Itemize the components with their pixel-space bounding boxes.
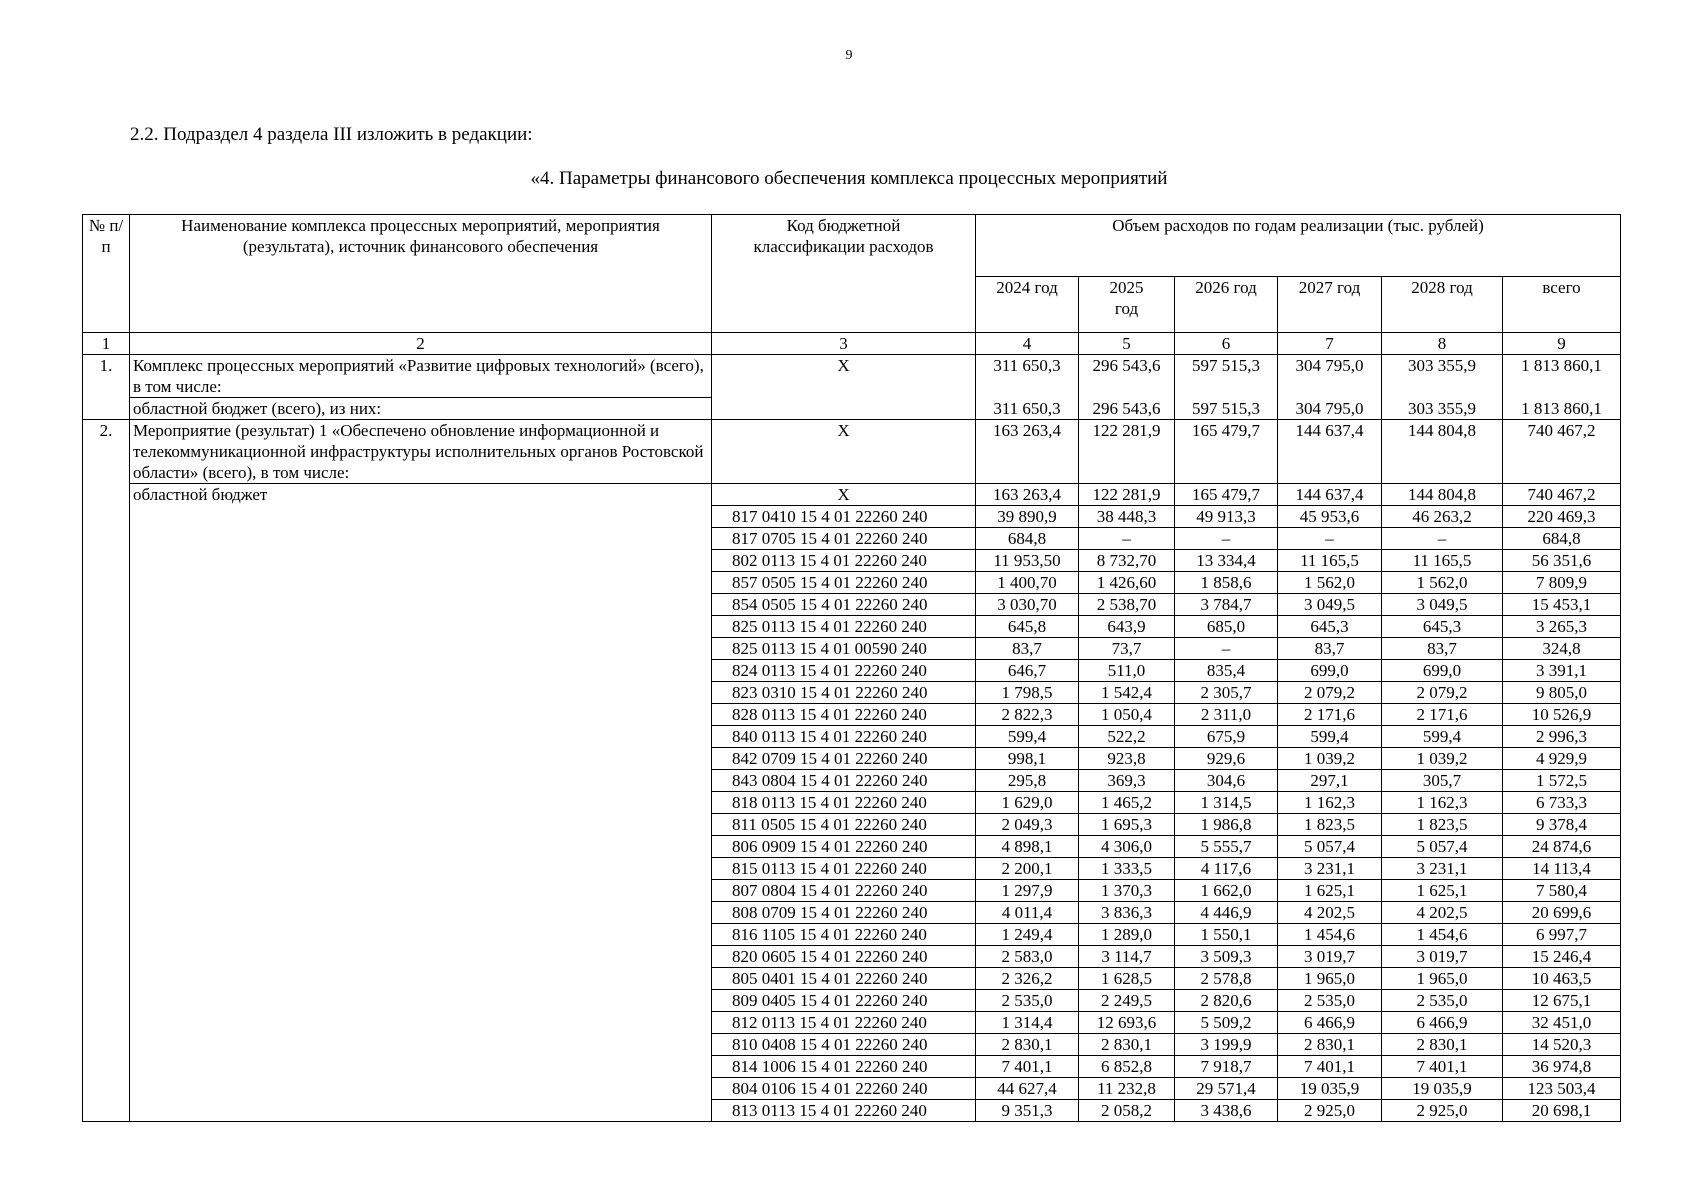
item-1-sub-value: 304 795,0 bbox=[1278, 398, 1382, 420]
budget-code-value: 1 986,8 bbox=[1175, 814, 1278, 836]
item-2-value: 144 804,8 bbox=[1382, 420, 1503, 484]
budget-code-value: 646,7 bbox=[976, 660, 1079, 682]
budget-code-value: 699,0 bbox=[1382, 660, 1503, 682]
budget-code-value: – bbox=[1382, 528, 1503, 550]
financing-table bbox=[82, 214, 1621, 1122]
budget-code-value: 522,2 bbox=[1079, 726, 1175, 748]
budget-code: 840 0113 15 4 01 22260 240 bbox=[712, 726, 976, 748]
page-number: 9 bbox=[845, 48, 853, 63]
budget-code-value: 10 526,9 bbox=[1503, 704, 1621, 726]
header-year-2025: 2025 год bbox=[1079, 277, 1175, 333]
budget-code-value: – bbox=[1175, 528, 1278, 550]
budget-code-value: 1 314,5 bbox=[1175, 792, 1278, 814]
budget-code-value: 4 929,9 bbox=[1503, 748, 1621, 770]
budget-code-value: 9 805,0 bbox=[1503, 682, 1621, 704]
budget-code-value: 1 695,3 bbox=[1079, 814, 1175, 836]
budget-code-value: 3 265,3 bbox=[1503, 616, 1621, 638]
budget-code-value: 7 809,9 bbox=[1503, 572, 1621, 594]
budget-code: 857 0505 15 4 01 22260 240 bbox=[712, 572, 976, 594]
budget-code: 820 0605 15 4 01 22260 240 bbox=[712, 946, 976, 968]
budget-code-value: 305,7 bbox=[1382, 770, 1503, 792]
item-1-value: 296 543,6 bbox=[1079, 355, 1175, 398]
budget-code-value: 2 830,1 bbox=[1079, 1034, 1175, 1056]
budget-code-value: 1 562,0 bbox=[1382, 572, 1503, 594]
budget-code-value: 83,7 bbox=[1382, 638, 1503, 660]
budget-code-value: 1 333,5 bbox=[1079, 858, 1175, 880]
budget-code-value: 73,7 bbox=[1079, 638, 1175, 660]
budget-code-value: 14 113,4 bbox=[1503, 858, 1621, 880]
budget-code-value: 7 401,1 bbox=[1382, 1056, 1503, 1078]
budget-code-value: 5 057,4 bbox=[1382, 836, 1503, 858]
budget-code-value: 20 699,6 bbox=[1503, 902, 1621, 924]
item-2-value: 740 467,2 bbox=[1503, 420, 1621, 484]
budget-code-value: 1 965,0 bbox=[1278, 968, 1382, 990]
item-2-code: X bbox=[712, 420, 976, 484]
budget-code-value: 1 662,0 bbox=[1175, 880, 1278, 902]
budget-code-value: 11 165,5 bbox=[1382, 550, 1503, 572]
budget-code-value: 2 049,3 bbox=[976, 814, 1079, 836]
budget-code-value: 324,8 bbox=[1503, 638, 1621, 660]
budget-code: 802 0113 15 4 01 22260 240 bbox=[712, 550, 976, 572]
budget-code-value: 3 836,3 bbox=[1079, 902, 1175, 924]
budget-code-value: 1 625,1 bbox=[1382, 880, 1503, 902]
budget-code: 804 0106 15 4 01 22260 240 bbox=[712, 1078, 976, 1100]
col-number: 5 bbox=[1079, 333, 1175, 355]
budget-code-value: 645,3 bbox=[1278, 616, 1382, 638]
item-1-sub-value: 296 543,6 bbox=[1079, 398, 1175, 420]
item-2-sub-value: 144 637,4 bbox=[1278, 484, 1382, 506]
budget-code-value: 1 039,2 bbox=[1278, 748, 1382, 770]
budget-code-value: 2 538,70 bbox=[1079, 594, 1175, 616]
budget-code-value: 5 509,2 bbox=[1175, 1012, 1278, 1034]
budget-code-value: 1 039,2 bbox=[1382, 748, 1503, 770]
budget-code-value: – bbox=[1079, 528, 1175, 550]
budget-code-value: 3 049,5 bbox=[1382, 594, 1503, 616]
budget-code: 843 0804 15 4 01 22260 240 bbox=[712, 770, 976, 792]
budget-code-value: 1 454,6 bbox=[1382, 924, 1503, 946]
budget-code-value: 4 202,5 bbox=[1382, 902, 1503, 924]
budget-code-value: 645,3 bbox=[1382, 616, 1503, 638]
budget-code-value: 45 953,6 bbox=[1278, 506, 1382, 528]
budget-code-value: 24 874,6 bbox=[1503, 836, 1621, 858]
budget-code-value: 2 822,3 bbox=[976, 704, 1079, 726]
item-2-sub-name: областной бюджет bbox=[130, 484, 712, 1122]
budget-code: 825 0113 15 4 01 22260 240 bbox=[712, 616, 976, 638]
budget-code-value: 2 830,1 bbox=[1382, 1034, 1503, 1056]
col-number: 1 bbox=[83, 333, 130, 355]
item-1-sub-value: 1 813 860,1 bbox=[1503, 398, 1621, 420]
budget-code: 808 0709 15 4 01 22260 240 bbox=[712, 902, 976, 924]
budget-code-value: 2 578,8 bbox=[1175, 968, 1278, 990]
budget-code: 854 0505 15 4 01 22260 240 bbox=[712, 594, 976, 616]
budget-code-value: 685,0 bbox=[1175, 616, 1278, 638]
item-1-value: 304 795,0 bbox=[1278, 355, 1382, 398]
budget-code-value: 1 289,0 bbox=[1079, 924, 1175, 946]
budget-code-value: 123 503,4 bbox=[1503, 1078, 1621, 1100]
budget-code-value: 998,1 bbox=[976, 748, 1079, 770]
budget-code-value: 3 438,6 bbox=[1175, 1100, 1278, 1122]
item-1-code: X bbox=[712, 355, 976, 420]
budget-code-value: 2 535,0 bbox=[976, 990, 1079, 1012]
budget-code: 813 0113 15 4 01 22260 240 bbox=[712, 1100, 976, 1122]
budget-code-value: 44 627,4 bbox=[976, 1078, 1079, 1100]
budget-code-value: 2 830,1 bbox=[976, 1034, 1079, 1056]
col-number: 9 bbox=[1503, 333, 1621, 355]
item-2-sub-value: 740 467,2 bbox=[1503, 484, 1621, 506]
budget-code-value: 511,0 bbox=[1079, 660, 1175, 682]
budget-code-value: 6 997,7 bbox=[1503, 924, 1621, 946]
item-2-sub-value: 122 281,9 bbox=[1079, 484, 1175, 506]
budget-code-value: 3 231,1 bbox=[1278, 858, 1382, 880]
budget-code-value: 36 974,8 bbox=[1503, 1056, 1621, 1078]
budget-code-value: 599,4 bbox=[1278, 726, 1382, 748]
budget-code-value: 1 400,70 bbox=[976, 572, 1079, 594]
budget-code-value: 2 171,6 bbox=[1278, 704, 1382, 726]
budget-code-value: 4 306,0 bbox=[1079, 836, 1175, 858]
budget-code-value: 1 965,0 bbox=[1382, 968, 1503, 990]
budget-code-value: 1 162,3 bbox=[1278, 792, 1382, 814]
budget-code: 842 0709 15 4 01 22260 240 bbox=[712, 748, 976, 770]
budget-code-value: 304,6 bbox=[1175, 770, 1278, 792]
item-1-sub-value: 311 650,3 bbox=[976, 398, 1079, 420]
budget-code-value: 3 391,1 bbox=[1503, 660, 1621, 682]
item-2-value: 165 479,7 bbox=[1175, 420, 1278, 484]
budget-code-value: 3 019,7 bbox=[1382, 946, 1503, 968]
budget-code-value: 1 823,5 bbox=[1278, 814, 1382, 836]
budget-code: 814 1006 15 4 01 22260 240 bbox=[712, 1056, 976, 1078]
budget-code-value: 6 466,9 bbox=[1278, 1012, 1382, 1034]
budget-code-value: 7 401,1 bbox=[976, 1056, 1079, 1078]
item-1-sub-name: областной бюджет (всего), из них: bbox=[130, 398, 712, 420]
budget-code-value: 699,0 bbox=[1278, 660, 1382, 682]
budget-code-value: 599,4 bbox=[1382, 726, 1503, 748]
budget-code-value: 15 246,4 bbox=[1503, 946, 1621, 968]
budget-code-value: 32 451,0 bbox=[1503, 1012, 1621, 1034]
col-number: 8 bbox=[1382, 333, 1503, 355]
item-1-row bbox=[83, 355, 1621, 398]
budget-code-value: 14 520,3 bbox=[1503, 1034, 1621, 1056]
budget-code-value: 1 426,60 bbox=[1079, 572, 1175, 594]
budget-code-value: 49 913,3 bbox=[1175, 506, 1278, 528]
table-title: «4. Параметры финансового обеспечения комплекса процессных мероприятий bbox=[530, 168, 1168, 189]
budget-code-value: 13 334,4 bbox=[1175, 550, 1278, 572]
budget-code-value: 2 311,0 bbox=[1175, 704, 1278, 726]
budget-code-value: 2 200,1 bbox=[976, 858, 1079, 880]
budget-code-value: 684,8 bbox=[976, 528, 1079, 550]
budget-code-value: 19 035,9 bbox=[1382, 1078, 1503, 1100]
budget-code-value: 295,8 bbox=[976, 770, 1079, 792]
budget-code-value: 5 057,4 bbox=[1278, 836, 1382, 858]
budget-code-value: 1 550,1 bbox=[1175, 924, 1278, 946]
budget-code: 811 0505 15 4 01 22260 240 bbox=[712, 814, 976, 836]
budget-code-value: 1 625,1 bbox=[1278, 880, 1382, 902]
budget-code-value: 1 465,2 bbox=[1079, 792, 1175, 814]
budget-code-value: – bbox=[1175, 638, 1278, 660]
item-2-sub-code: X bbox=[712, 484, 976, 506]
col-number: 2 bbox=[130, 333, 712, 355]
item-1-value: 311 650,3 bbox=[976, 355, 1079, 398]
header-code: Код бюджетной классификации расходов bbox=[712, 215, 976, 333]
budget-code: 810 0408 15 4 01 22260 240 bbox=[712, 1034, 976, 1056]
budget-code-value: 46 263,2 bbox=[1382, 506, 1503, 528]
budget-code-value: 4 011,4 bbox=[976, 902, 1079, 924]
budget-code-value: 3 114,7 bbox=[1079, 946, 1175, 968]
budget-code-value: 6 733,3 bbox=[1503, 792, 1621, 814]
budget-code-value: 2 079,2 bbox=[1382, 682, 1503, 704]
budget-code-value: 2 079,2 bbox=[1278, 682, 1382, 704]
budget-code-value: 2 171,6 bbox=[1382, 704, 1503, 726]
item-1-value: 303 355,9 bbox=[1382, 355, 1503, 398]
item-1-name: Комплекс процессных мероприятий «Развитие цифровых технологий» (всего), в том числе: bbox=[130, 355, 712, 398]
item-2-sub-row bbox=[83, 484, 1621, 506]
budget-code-value: 12 693,6 bbox=[1079, 1012, 1175, 1034]
budget-code-value: 6 852,8 bbox=[1079, 1056, 1175, 1078]
budget-code-value: 83,7 bbox=[976, 638, 1079, 660]
header-year-2028: 2028 год bbox=[1382, 277, 1503, 333]
col-number: 4 bbox=[976, 333, 1079, 355]
budget-code-value: 4 117,6 bbox=[1175, 858, 1278, 880]
budget-code-value: 599,4 bbox=[976, 726, 1079, 748]
budget-code-value: 19 035,9 bbox=[1278, 1078, 1382, 1100]
budget-code-value: 4 202,5 bbox=[1278, 902, 1382, 924]
budget-code-value: 10 463,5 bbox=[1503, 968, 1621, 990]
header-name: Наименование комплекса процессных мероприятий, мероприятия (результата), источник финансового обеспечения bbox=[130, 215, 712, 333]
budget-code-value: 9 378,4 bbox=[1503, 814, 1621, 836]
item-1-num: 1. bbox=[83, 355, 130, 420]
budget-code: 809 0405 15 4 01 22260 240 bbox=[712, 990, 976, 1012]
budget-code-value: 2 058,2 bbox=[1079, 1100, 1175, 1122]
header-year-2027: 2027 год bbox=[1278, 277, 1382, 333]
budget-code: 818 0113 15 4 01 22260 240 bbox=[712, 792, 976, 814]
item-2-value: 163 263,4 bbox=[976, 420, 1079, 484]
header-year-2026: 2026 год bbox=[1175, 277, 1278, 333]
budget-code-value: 929,6 bbox=[1175, 748, 1278, 770]
item-2-value: 144 637,4 bbox=[1278, 420, 1382, 484]
intro-text: 2.2. Подраздел 4 раздела III изложить в редакции: bbox=[130, 124, 533, 145]
budget-code-value: 3 231,1 bbox=[1382, 858, 1503, 880]
item-1-sub-value: 597 515,3 bbox=[1175, 398, 1278, 420]
budget-code-value: – bbox=[1278, 528, 1382, 550]
header-total: всего bbox=[1503, 277, 1621, 333]
budget-code-value: 8 732,70 bbox=[1079, 550, 1175, 572]
budget-code-value: 1 454,6 bbox=[1278, 924, 1382, 946]
item-2-sub-value: 163 263,4 bbox=[976, 484, 1079, 506]
budget-code-value: 15 453,1 bbox=[1503, 594, 1621, 616]
budget-code-value: 2 535,0 bbox=[1382, 990, 1503, 1012]
budget-code-value: 12 675,1 bbox=[1503, 990, 1621, 1012]
budget-code-value: 675,9 bbox=[1175, 726, 1278, 748]
budget-code-value: 645,8 bbox=[976, 616, 1079, 638]
budget-code-value: 39 890,9 bbox=[976, 506, 1079, 528]
budget-code-value: 2 820,6 bbox=[1175, 990, 1278, 1012]
budget-code-value: 923,8 bbox=[1079, 748, 1175, 770]
budget-code-value: 56 351,6 bbox=[1503, 550, 1621, 572]
column-numbers-row bbox=[83, 333, 1621, 355]
budget-code-value: 7 580,4 bbox=[1503, 880, 1621, 902]
budget-code-value: 2 996,3 bbox=[1503, 726, 1621, 748]
budget-code-value: 684,8 bbox=[1503, 528, 1621, 550]
budget-code-value: 38 448,3 bbox=[1079, 506, 1175, 528]
budget-code: 824 0113 15 4 01 22260 240 bbox=[712, 660, 976, 682]
budget-code-value: 6 466,9 bbox=[1382, 1012, 1503, 1034]
budget-code-value: 20 698,1 bbox=[1503, 1100, 1621, 1122]
item-2-num: 2. bbox=[83, 420, 130, 1122]
budget-code-value: 1 572,5 bbox=[1503, 770, 1621, 792]
budget-code-value: 1 314,4 bbox=[976, 1012, 1079, 1034]
item-2-name: Мероприятие (результат) 1 «Обеспечено обновление информационной и телекоммуникационной инфраструктуры исполнительных органов Ростовской области» (всего), в том числе: bbox=[130, 420, 712, 484]
budget-code-value: 1 858,6 bbox=[1175, 572, 1278, 594]
col-number: 6 bbox=[1175, 333, 1278, 355]
budget-code-value: 11 165,5 bbox=[1278, 550, 1382, 572]
budget-code-value: 7 401,1 bbox=[1278, 1056, 1382, 1078]
budget-code: 815 0113 15 4 01 22260 240 bbox=[712, 858, 976, 880]
budget-code-value: 2 830,1 bbox=[1278, 1034, 1382, 1056]
budget-code-value: 2 925,0 bbox=[1278, 1100, 1382, 1122]
budget-code-value: 297,1 bbox=[1278, 770, 1382, 792]
budget-code-value: 643,9 bbox=[1079, 616, 1175, 638]
header-num: № п/п bbox=[83, 215, 130, 333]
budget-code: 823 0310 15 4 01 22260 240 bbox=[712, 682, 976, 704]
budget-code-value: 3 784,7 bbox=[1175, 594, 1278, 616]
budget-code-value: 1 798,5 bbox=[976, 682, 1079, 704]
header-volume: Объем расходов по годам реализации (тыс. рублей) bbox=[976, 215, 1621, 277]
budget-code-value: 1 562,0 bbox=[1278, 572, 1382, 594]
budget-code-value: 2 305,7 bbox=[1175, 682, 1278, 704]
budget-code-value: 1 629,0 bbox=[976, 792, 1079, 814]
budget-code-value: 2 249,5 bbox=[1079, 990, 1175, 1012]
budget-code-value: 3 030,70 bbox=[976, 594, 1079, 616]
budget-code-value: 1 050,4 bbox=[1079, 704, 1175, 726]
item-1-sub-value: 303 355,9 bbox=[1382, 398, 1503, 420]
header-year-2024: 2024 год bbox=[976, 277, 1079, 333]
budget-code-value: 2 583,0 bbox=[976, 946, 1079, 968]
budget-code-value: 11 232,8 bbox=[1079, 1078, 1175, 1100]
budget-code: 817 0705 15 4 01 22260 240 bbox=[712, 528, 976, 550]
budget-code-value: 1 628,5 bbox=[1079, 968, 1175, 990]
budget-code: 825 0113 15 4 01 00590 240 bbox=[712, 638, 976, 660]
budget-code-value: 2 535,0 bbox=[1278, 990, 1382, 1012]
budget-code: 816 1105 15 4 01 22260 240 bbox=[712, 924, 976, 946]
col-number: 7 bbox=[1278, 333, 1382, 355]
budget-code-value: 29 571,4 bbox=[1175, 1078, 1278, 1100]
budget-code-value: 1 370,3 bbox=[1079, 880, 1175, 902]
budget-code: 805 0401 15 4 01 22260 240 bbox=[712, 968, 976, 990]
item-2-sub-value: 165 479,7 bbox=[1175, 484, 1278, 506]
budget-code-value: 835,4 bbox=[1175, 660, 1278, 682]
budget-code-value: 1 297,9 bbox=[976, 880, 1079, 902]
budget-code-value: 1 542,4 bbox=[1079, 682, 1175, 704]
budget-code-value: 1 162,3 bbox=[1382, 792, 1503, 814]
budget-code-value: 2 925,0 bbox=[1382, 1100, 1503, 1122]
item-2-row bbox=[83, 420, 1621, 484]
budget-code-value: 369,3 bbox=[1079, 770, 1175, 792]
budget-code: 812 0113 15 4 01 22260 240 bbox=[712, 1012, 976, 1034]
budget-code-value: 7 918,7 bbox=[1175, 1056, 1278, 1078]
budget-code-value: 4 446,9 bbox=[1175, 902, 1278, 924]
budget-code: 806 0909 15 4 01 22260 240 bbox=[712, 836, 976, 858]
budget-code-value: 3 509,3 bbox=[1175, 946, 1278, 968]
budget-code-value: 2 326,2 bbox=[976, 968, 1079, 990]
col-number: 3 bbox=[712, 333, 976, 355]
budget-code-value: 4 898,1 bbox=[976, 836, 1079, 858]
budget-code: 817 0410 15 4 01 22260 240 bbox=[712, 506, 976, 528]
budget-code: 807 0804 15 4 01 22260 240 bbox=[712, 880, 976, 902]
item-2-value: 122 281,9 bbox=[1079, 420, 1175, 484]
budget-code: 828 0113 15 4 01 22260 240 bbox=[712, 704, 976, 726]
budget-code-value: 3 019,7 bbox=[1278, 946, 1382, 968]
item-1-value: 597 515,3 bbox=[1175, 355, 1278, 398]
budget-code-value: 220 469,3 bbox=[1503, 506, 1621, 528]
budget-code-value: 3 049,5 bbox=[1278, 594, 1382, 616]
budget-code-value: 5 555,7 bbox=[1175, 836, 1278, 858]
item-2-sub-value: 144 804,8 bbox=[1382, 484, 1503, 506]
budget-code-value: 11 953,50 bbox=[976, 550, 1079, 572]
budget-code-value: 3 199,9 bbox=[1175, 1034, 1278, 1056]
budget-code-value: 1 823,5 bbox=[1382, 814, 1503, 836]
budget-code-value: 83,7 bbox=[1278, 638, 1382, 660]
budget-code-value: 1 249,4 bbox=[976, 924, 1079, 946]
budget-code-value: 9 351,3 bbox=[976, 1100, 1079, 1122]
item-1-value: 1 813 860,1 bbox=[1503, 355, 1621, 398]
